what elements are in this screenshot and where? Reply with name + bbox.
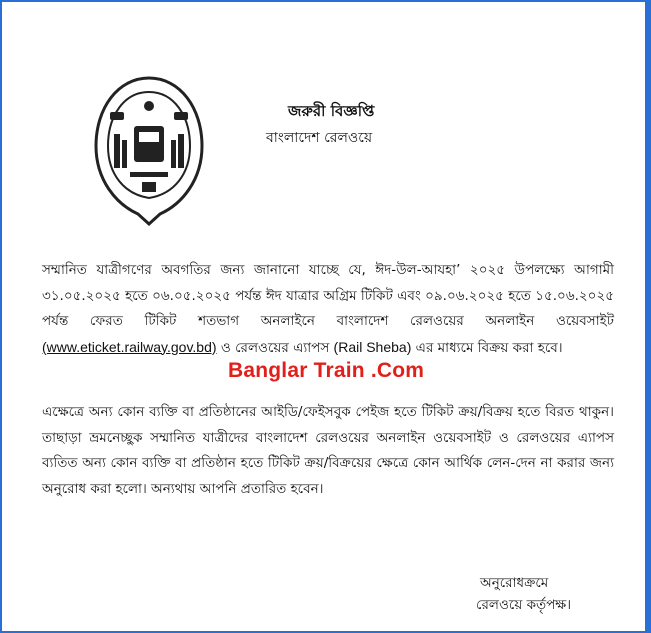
- notice-paragraph-2: এক্ষেত্রে অন্য কোন ব্যক্তি বা প্রতিষ্ঠানের আইডি/ফেইসবুক পেইজ হতে টিকিট ক্রয়/বিক্রয় হতে বিরত থাকুন। তাছাড়া ভ্রমনেচ্ছুক সম্মানিত যাত্রীদের বাংলাদেশ রেলওয়ের অনলাইন ওয়েবসাইট ও রেলওয়ের এ্যাপস ব্যতিত অন্য কোন ব্যক্তি বা প্রতিষ্ঠান হতে টিকিট ক্রয়/বিক্রয়ের ক্ষেত্রে কোন আর্থিক লেন-দেন না করার জন্য অনুরোধ করা হলো। অন্যথায় আপনি প্রতারিত হবেন।: [42, 404, 614, 497]
- notice-heading: জরুরী বিজ্ঞপ্তি: [288, 102, 375, 120]
- site-watermark: Banglar Train .Com: [228, 359, 425, 382]
- website-link[interactable]: (www.eticket.railway.gov.bd): [42, 338, 217, 355]
- app-name: (Rail Sheba): [333, 338, 412, 355]
- paragraph-1-text-part-2: ও রেলওয়ের এ্যাপস: [220, 339, 330, 356]
- paragraph-1-text-part-1: সম্মানিত যাত্রীগণের অবগতির জন্য জানানো যাচ্ছে যে, ঈদ-উল-আযহা’ ২০২৫ উপলক্ষ্যে আগামী ৩১.০৫.২০২৫ হতে ০৬.০৫.২০২৫ পর্যন্ত ঈদ যাত্রার অগ্রিম টিকিট এবং ০৯.০৬.২০২৫ হতে ১৫.০৬.২০২৫ পর্যন্ত ফেরত টিকিট শতভাগ অনলাইনে বাংলাদেশ রেলওয়ের অনলাইন ওয়েবসাইট: [42, 262, 614, 329]
- bangladesh-railway-emblem: [90, 68, 208, 230]
- signature-line-1: অনুরোধক্রমে: [480, 575, 549, 591]
- notice-paragraph-1: [42, 258, 614, 361]
- paragraph-1-text-part-3: এর মাধ্যমে বিক্রয় করা হবে।: [415, 339, 563, 356]
- signature-line-2: রেলওয়ে কর্তৃপক্ষ।: [476, 597, 572, 613]
- organization-name: বাংলাদেশ রেলওয়ে: [266, 130, 373, 146]
